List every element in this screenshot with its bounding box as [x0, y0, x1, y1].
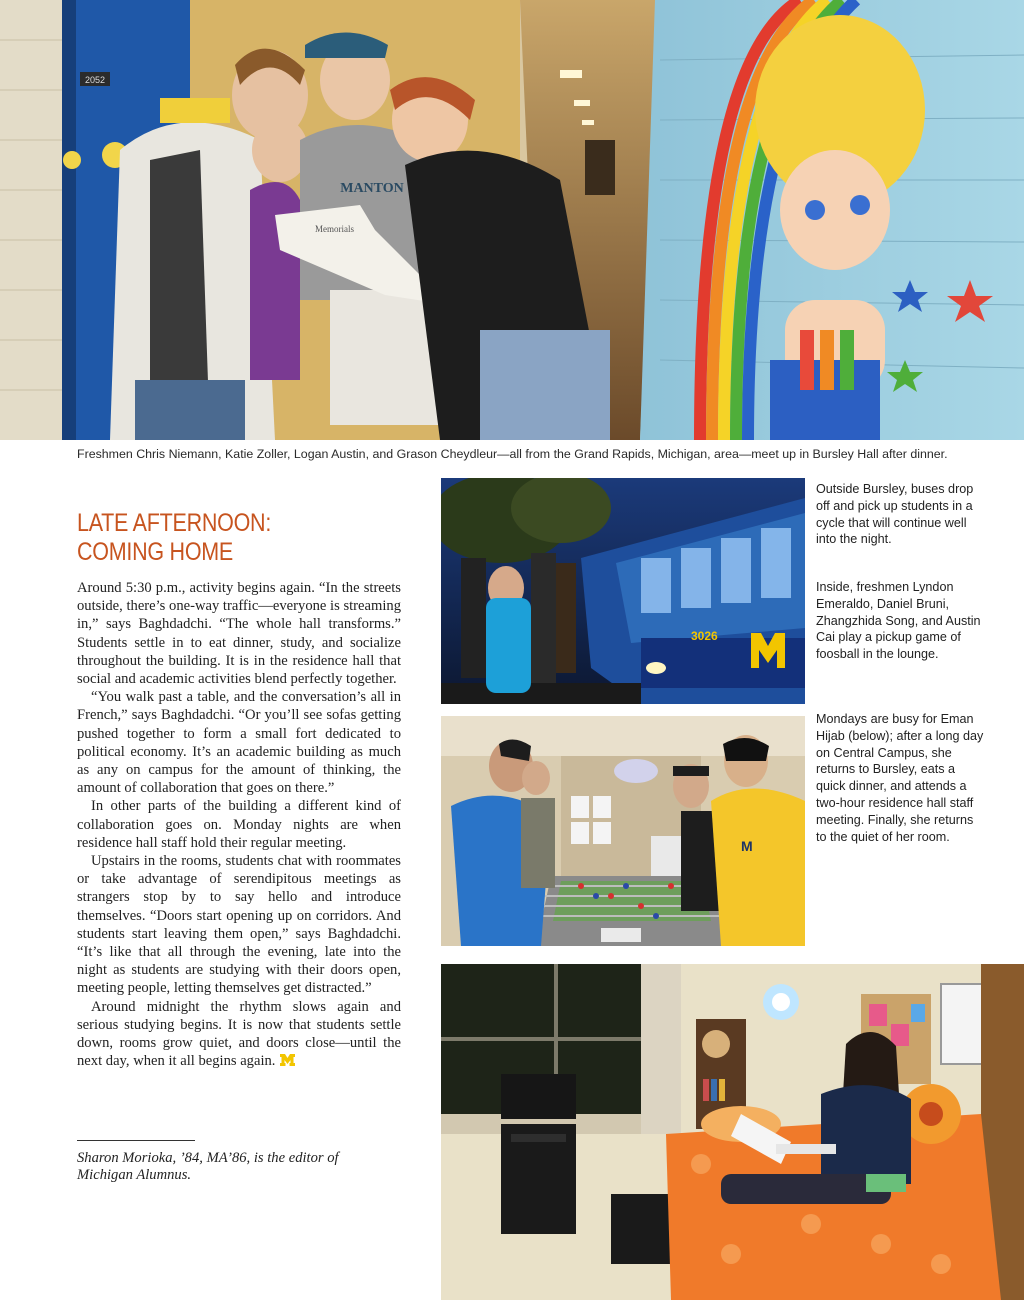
room-caption: Mondays are busy for Eman Hijab (below); after a long day on Central Campus, she returns to Bursley, eats a quick dinner, and attends a two-hour residence hall staff meeting. Finally, she returns to the quiet of her room. — [816, 712, 984, 844]
article-body — [77, 579, 401, 1070]
foosball-photo — [441, 716, 805, 946]
newspaper-masthead: Memorials — [315, 224, 354, 234]
svg-text:M: M — [741, 838, 753, 854]
body-paragraph: Upstairs in the rooms, students chat with roommates or take advantage of serendipitous meetings as strangers stop by to say hello and introduce themselves. “Doors start opening up on corridors. And students start leaving them open,” says Baghdadchi. “It’s like that all through the evening, late into the night as students are studying with their doors open, meeting people, letting themselves get distracted.” — [77, 853, 401, 997]
foosball-caption: Inside, freshmen Lyndon Emeraldo, Daniel Bruni, Zhangzhida Song, and Austin Cai play a pickup game of foosball in the lounge. — [816, 580, 981, 662]
divider-rule — [77, 1140, 195, 1141]
shirt-logo: MANTON — [340, 181, 404, 196]
body-paragraph: In other parts of the building a different kind of collaboration goes on. Monday nights are when residence hall staff hold their regular meeting. — [77, 798, 401, 851]
block-m-icon — [280, 1054, 295, 1066]
body-paragraph: Around 5:30 p.m., activity begins again. “In the streets outside, there’s one-way traffic—everyone is streaming in,” says Baghdadchi. “The whole hall transforms.” Students settle in to eat dinner, study, and socialize throughout the building. It is in the residence hall that social and academic activities blend perfectly together. — [77, 580, 401, 688]
room-number: 2052 — [84, 75, 106, 85]
headline-line-2: COMING HOME — [77, 538, 234, 566]
bus-number: 3026 — [691, 629, 718, 643]
section-headline — [77, 509, 361, 567]
author-bio: Sharon Morioka, ’84, MA’86, is the editor of Michigan Alumnus. — [77, 1150, 339, 1183]
headline-line-1: LATE AFTERNOON: — [77, 509, 272, 537]
bus-caption: Outside Bursley, buses drop off and pick up students in a cycle that will continue well into the night. — [816, 482, 974, 547]
top-photo-caption: Freshmen Chris Niemann, Katie Zoller, Logan Austin, and Grason Cheydleur—all from the Grand Rapids, Michigan, area—meet up in Bursley Hall after dinner. — [77, 447, 948, 461]
bus-photo — [441, 478, 805, 704]
body-paragraph: “You walk past a table, and the conversation’s all in French,” says Baghdadchi. “Or you’ll see sofas getting pushed together to form a small fort dedicated to political economy. It’s an academic building as much as any on campus for the amount of thinking, the amount of collaboration that goes on there.” — [77, 689, 401, 797]
body-paragraph-last — [77, 998, 401, 1071]
body-paragraph-text: Around midnight the rhythm slows again and serious studying begins. It is now that students settle down, rooms grow quiet, and doors close—until the next day, when it all begins again. — [77, 998, 401, 1070]
dorm-room-photo — [441, 964, 1024, 1300]
hallway-photo — [0, 0, 1024, 440]
